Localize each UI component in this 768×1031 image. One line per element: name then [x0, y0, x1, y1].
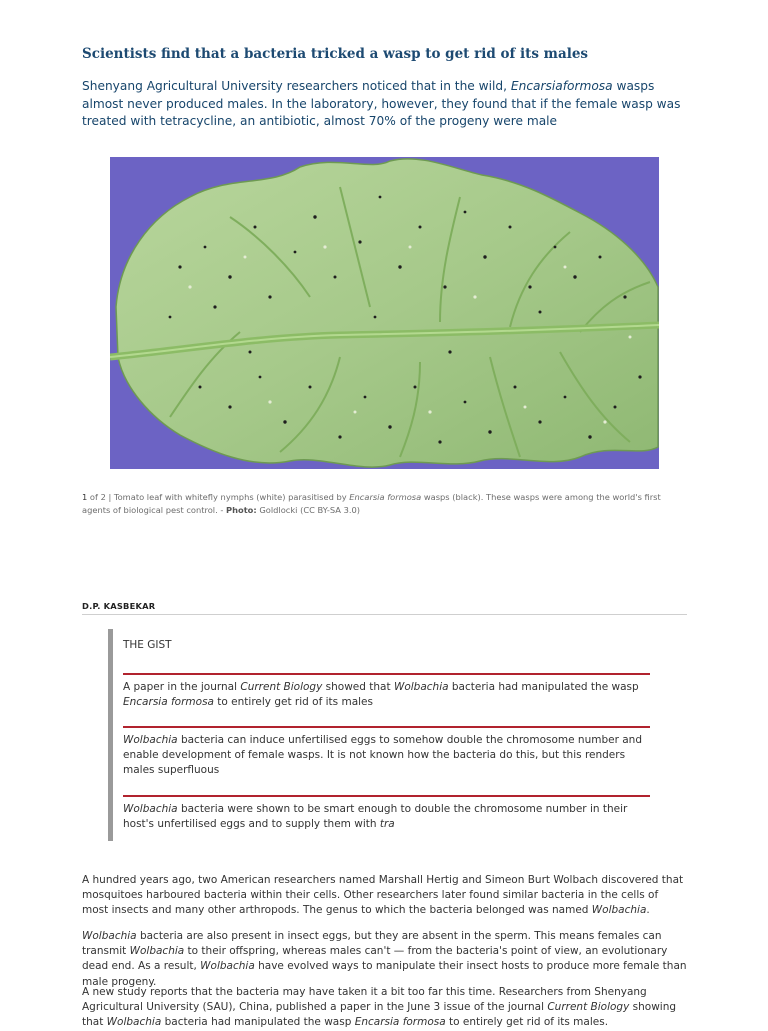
- standfirst-text: Shenyang Agricultural University researchers noticed that in the wild,: [82, 79, 511, 93]
- slide-position: 1: [82, 492, 88, 502]
- gist-item: [123, 795, 650, 832]
- body-italic: Wolbachia: [129, 945, 185, 958]
- gist-item: [123, 673, 650, 710]
- gist-italic: Encarsia formosa: [123, 696, 214, 709]
- gist-text: bacteria were shown to be smart enough to double the chromosome number in their host's unfertilised eggs and to supply them with: [123, 803, 628, 831]
- gist-italic: Wolbachia: [393, 681, 449, 693]
- gist-text: bacteria had manipulated the wasp: [448, 681, 639, 693]
- photo-credit-label: Photo:: [226, 505, 257, 515]
- body-italic: Current Biology: [547, 1001, 630, 1014]
- gist-italic: Wolbachia: [123, 734, 178, 746]
- gist-text: A paper in the journal: [123, 681, 241, 693]
- standfirst-text-rest: wasps almost never produced males. In the laboratory, however, they found that if the female wasp was treated with tetracycline, an antibiotic, almost 70% of the progeny were male: [82, 79, 681, 128]
- caption-species: Encarsia formosa: [349, 492, 422, 502]
- body-italic: Encarsia formosa: [354, 1016, 446, 1029]
- leaf-photo[interactable]: [110, 157, 659, 469]
- gist-text: showed that: [322, 681, 394, 693]
- leaf-image: [110, 157, 659, 469]
- byline-row: [82, 594, 687, 615]
- gist-text: to entirely get rid of its males: [213, 696, 373, 709]
- body-text: A new study reports that the bacteria may have taken it a bit too far this time. Researchers from Shenyang Agricultural University (SAU), China, published a paper in the June 3 issue of the journal: [82, 986, 647, 1014]
- caption-separator: |: [108, 492, 112, 502]
- author-byline[interactable]: D.P. KASBEKAR: [82, 601, 156, 611]
- body-paragraph: [82, 929, 687, 990]
- body-italic: Wolbachia: [82, 930, 137, 942]
- slide-total: 2: [100, 492, 106, 502]
- standfirst-species: Encarsiaformosa: [510, 79, 613, 93]
- body-text: have evolved ways to manipulate their insect hosts to produce more female than male progeny.: [82, 960, 687, 988]
- body-text: A hundred years ago, two American researchers named Marshall Hertig and Simeon Burt Wolbach discovered that mosquitoes harboured bacteria within their cells. Other researchers later found similar bacteria in the cells of most insects and many other arthropods. The genus to which the bacteria belonged was named: [82, 874, 684, 917]
- body-text: to their offspring, whereas males can't — from the bacteria's point of view, an evolutionary dead end. As a result,: [82, 945, 668, 973]
- body-text: to entirely get rid of its males.: [445, 1016, 609, 1029]
- gist-box: [108, 629, 658, 841]
- body-italic: Wolbachia: [591, 904, 647, 917]
- gist-title: THE GIST: [123, 639, 172, 651]
- article-headline[interactable]: Scientists find that a bacteria tricked a wasp to get rid of its males: [82, 46, 589, 62]
- body-text: bacteria had manipulated the wasp: [161, 1016, 355, 1029]
- caption-text: Tomato leaf with whitefly nymphs (white) parasitised by: [113, 492, 350, 502]
- body-text: bacteria are also present in insect eggs, but they are absent in the sperm. This means females can transmit: [82, 930, 662, 958]
- body-text: showing that: [82, 1001, 677, 1029]
- gist-italic: Wolbachia: [123, 803, 178, 815]
- photo-caption: [82, 491, 687, 517]
- photo-credit: Goldlocki (CC BY-SA 3.0): [256, 505, 361, 515]
- article-standfirst: [82, 78, 682, 131]
- gist-italic: Current Biology: [240, 681, 323, 693]
- gist-italic: tra: [379, 818, 395, 831]
- body-italic: Wolbachia: [106, 1016, 162, 1029]
- gist-item: [123, 726, 650, 779]
- slide-of: of: [89, 492, 98, 502]
- body-paragraph: [82, 873, 687, 919]
- body-italic: Wolbachia: [200, 960, 255, 973]
- body-text: .: [646, 904, 650, 917]
- gist-text: bacteria can induce unfertilised eggs to somehow double the chromosome number and enable development of female wasps. It is not known how the bacteria do this, but this renders males superfluous: [123, 734, 642, 777]
- caption-text-rest: wasps (black). These wasps were among the world's first agents of biological pest control. -: [82, 492, 661, 515]
